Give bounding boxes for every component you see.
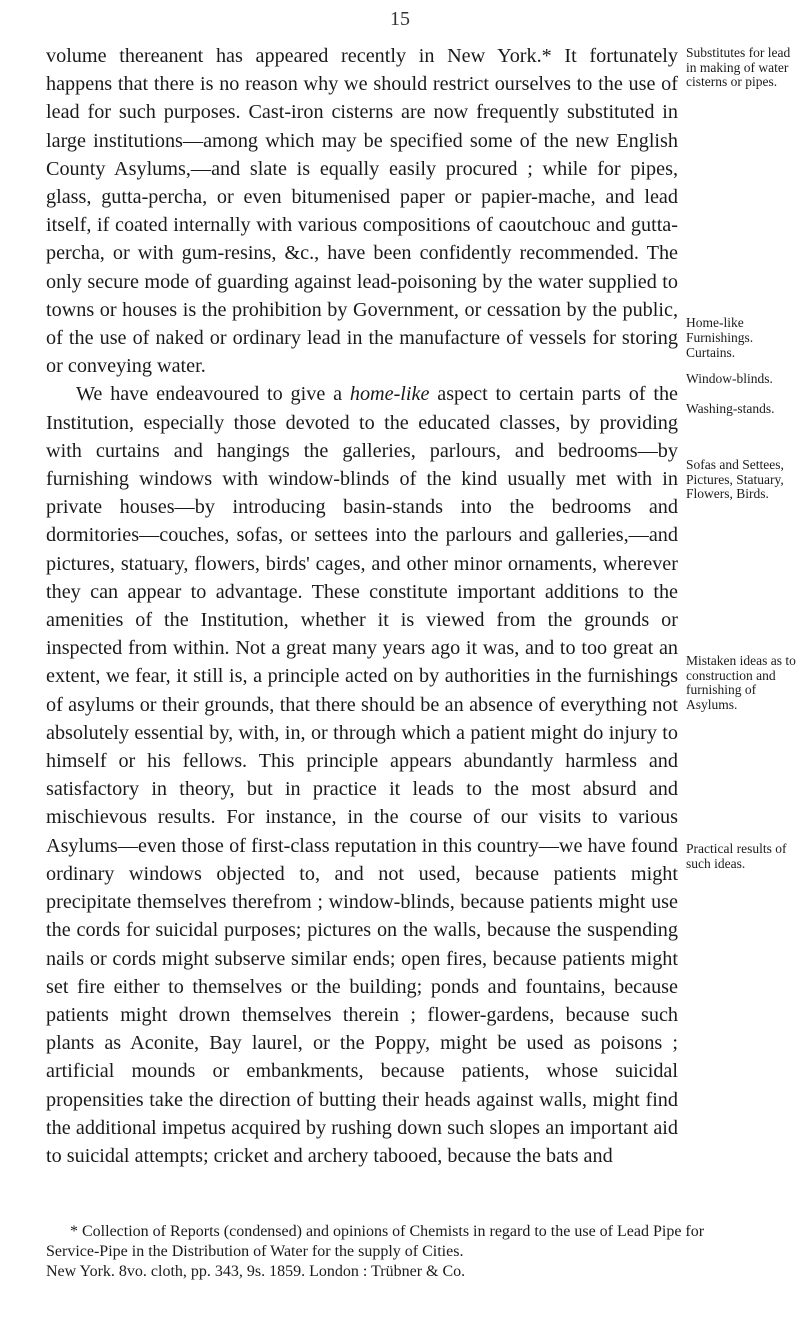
paragraph-2: [46, 380, 678, 1170]
page-number: 15: [390, 8, 410, 30]
paragraph-2-text-rest: aspect to certain parts of the Institution, especially those devoted to the educated classes, by providing with curtains and hangings the galleries, parlours, and bedrooms—by furnishing windows with window-blinds of the kind usually met with in private houses—by introducing basin-stands into the bedrooms and dormitories—couches, sofas, or settees into the parlours and galleries,—and pictures, statuary, flowers, birds' cages, and other minor ornaments, wherever they can appear to advantage. These constitute important additions to the amenities of the Institution, whether it is viewed from the grounds or inspected from within. Not a great many years ago it was, and to too great an extent, we fear, it still is, a principle acted on by authorities in the furnishings of asylums or their grounds, that there should be an absence of everything not absolutely essential by, with, in, or through which a patient might do injury to himself or his fellows. This principle appears abundantly harmless and satisfactory in theory, but in practice it leads to the most absurd and mischievous results. For instance, in the course of our visits to various Asylums—even those of first-class reputation in this country—we have found ordinary windows objected to, and not used, because patients might precipitate themselves therefrom ; window-blinds, because patients might use the cords for suicidal purposes; pictures on the walls, because the suspending nails or cords might subserve similar ends; open fires, because patients might set fire either to themselves or the building; ponds and fountains, because patients might drown themselves therein ; flower-gardens, because such plants as Aconite, Bay laurel, or the Poppy, might be used as poisons ; artificial mounds or embankments, because patients, whose suicidal propensities take the direction of butting their heads against walls, might find the additional impetus acquired by rushing down such slopes an important aid to suicidal attempts; cricket and archery tabooed, because the bats and: [46, 383, 678, 1167]
sidenote-window-blinds: Window-blinds.: [686, 371, 773, 386]
paragraph-2-text-start: We have endeavoured to give a: [76, 383, 350, 406]
sidenote-washing-stands: Washing-stands.: [686, 401, 775, 416]
footnote: [46, 1222, 706, 1282]
footnote-line-1: * Collection of Reports (condensed) and opinions of Chemists in regard to the use of Lead Pipe for Service-Pipe in the Distribution of Water for the supply of Cities.: [46, 1223, 705, 1260]
sidenote-practical: Practical results of such ideas.: [686, 841, 787, 871]
sidenote-curtains: Curtains.: [686, 345, 736, 360]
paragraph-2-italic-home-like: home-like: [349, 383, 430, 406]
sidenote-mistaken: Mistaken ideas as to construction and furnishing of Asylums.: [686, 653, 796, 712]
body-text: [46, 42, 678, 1170]
sidenote-home-like: Home-like Furnishings.: [686, 315, 754, 345]
sidenote-sofas: Sofas and Settees, Pictures, Statuary, Flowers, Birds.: [686, 457, 784, 501]
paragraph-1-text: volume thereanent has appeared recently in New York.* It fortunately happens that there is no reason why we should restrict ourselves to the use of lead for such purposes. Cast-iron cisterns are now frequently substituted in large institutions—among which may be specified some of the new English County Asylums,—and slate is equally easily procured ; while for pipes, glass, gutta-percha, or even bitumenised paper or papier-mache, and lead itself, if coated internally with various compositions of caoutchouc and gutta-percha, or with gum-resins, &c., have been confidently recommended. The only secure mode of guarding against lead-poisoning by the water supplied to towns or houses is the prohibition by Government, or cessation by the public, of the use of naked or ordinary lead in the manufacture of vessels for storing or conveying water.: [46, 45, 678, 378]
sidenote-substitutes: Substitutes for lead in making of water cisterns or pipes.: [686, 45, 791, 89]
paragraph-1: [46, 42, 678, 380]
footnote-line-2: New York. 8vo. cloth, pp. 343, 9s. 1859. London : Trübner & Co.: [46, 1263, 466, 1280]
